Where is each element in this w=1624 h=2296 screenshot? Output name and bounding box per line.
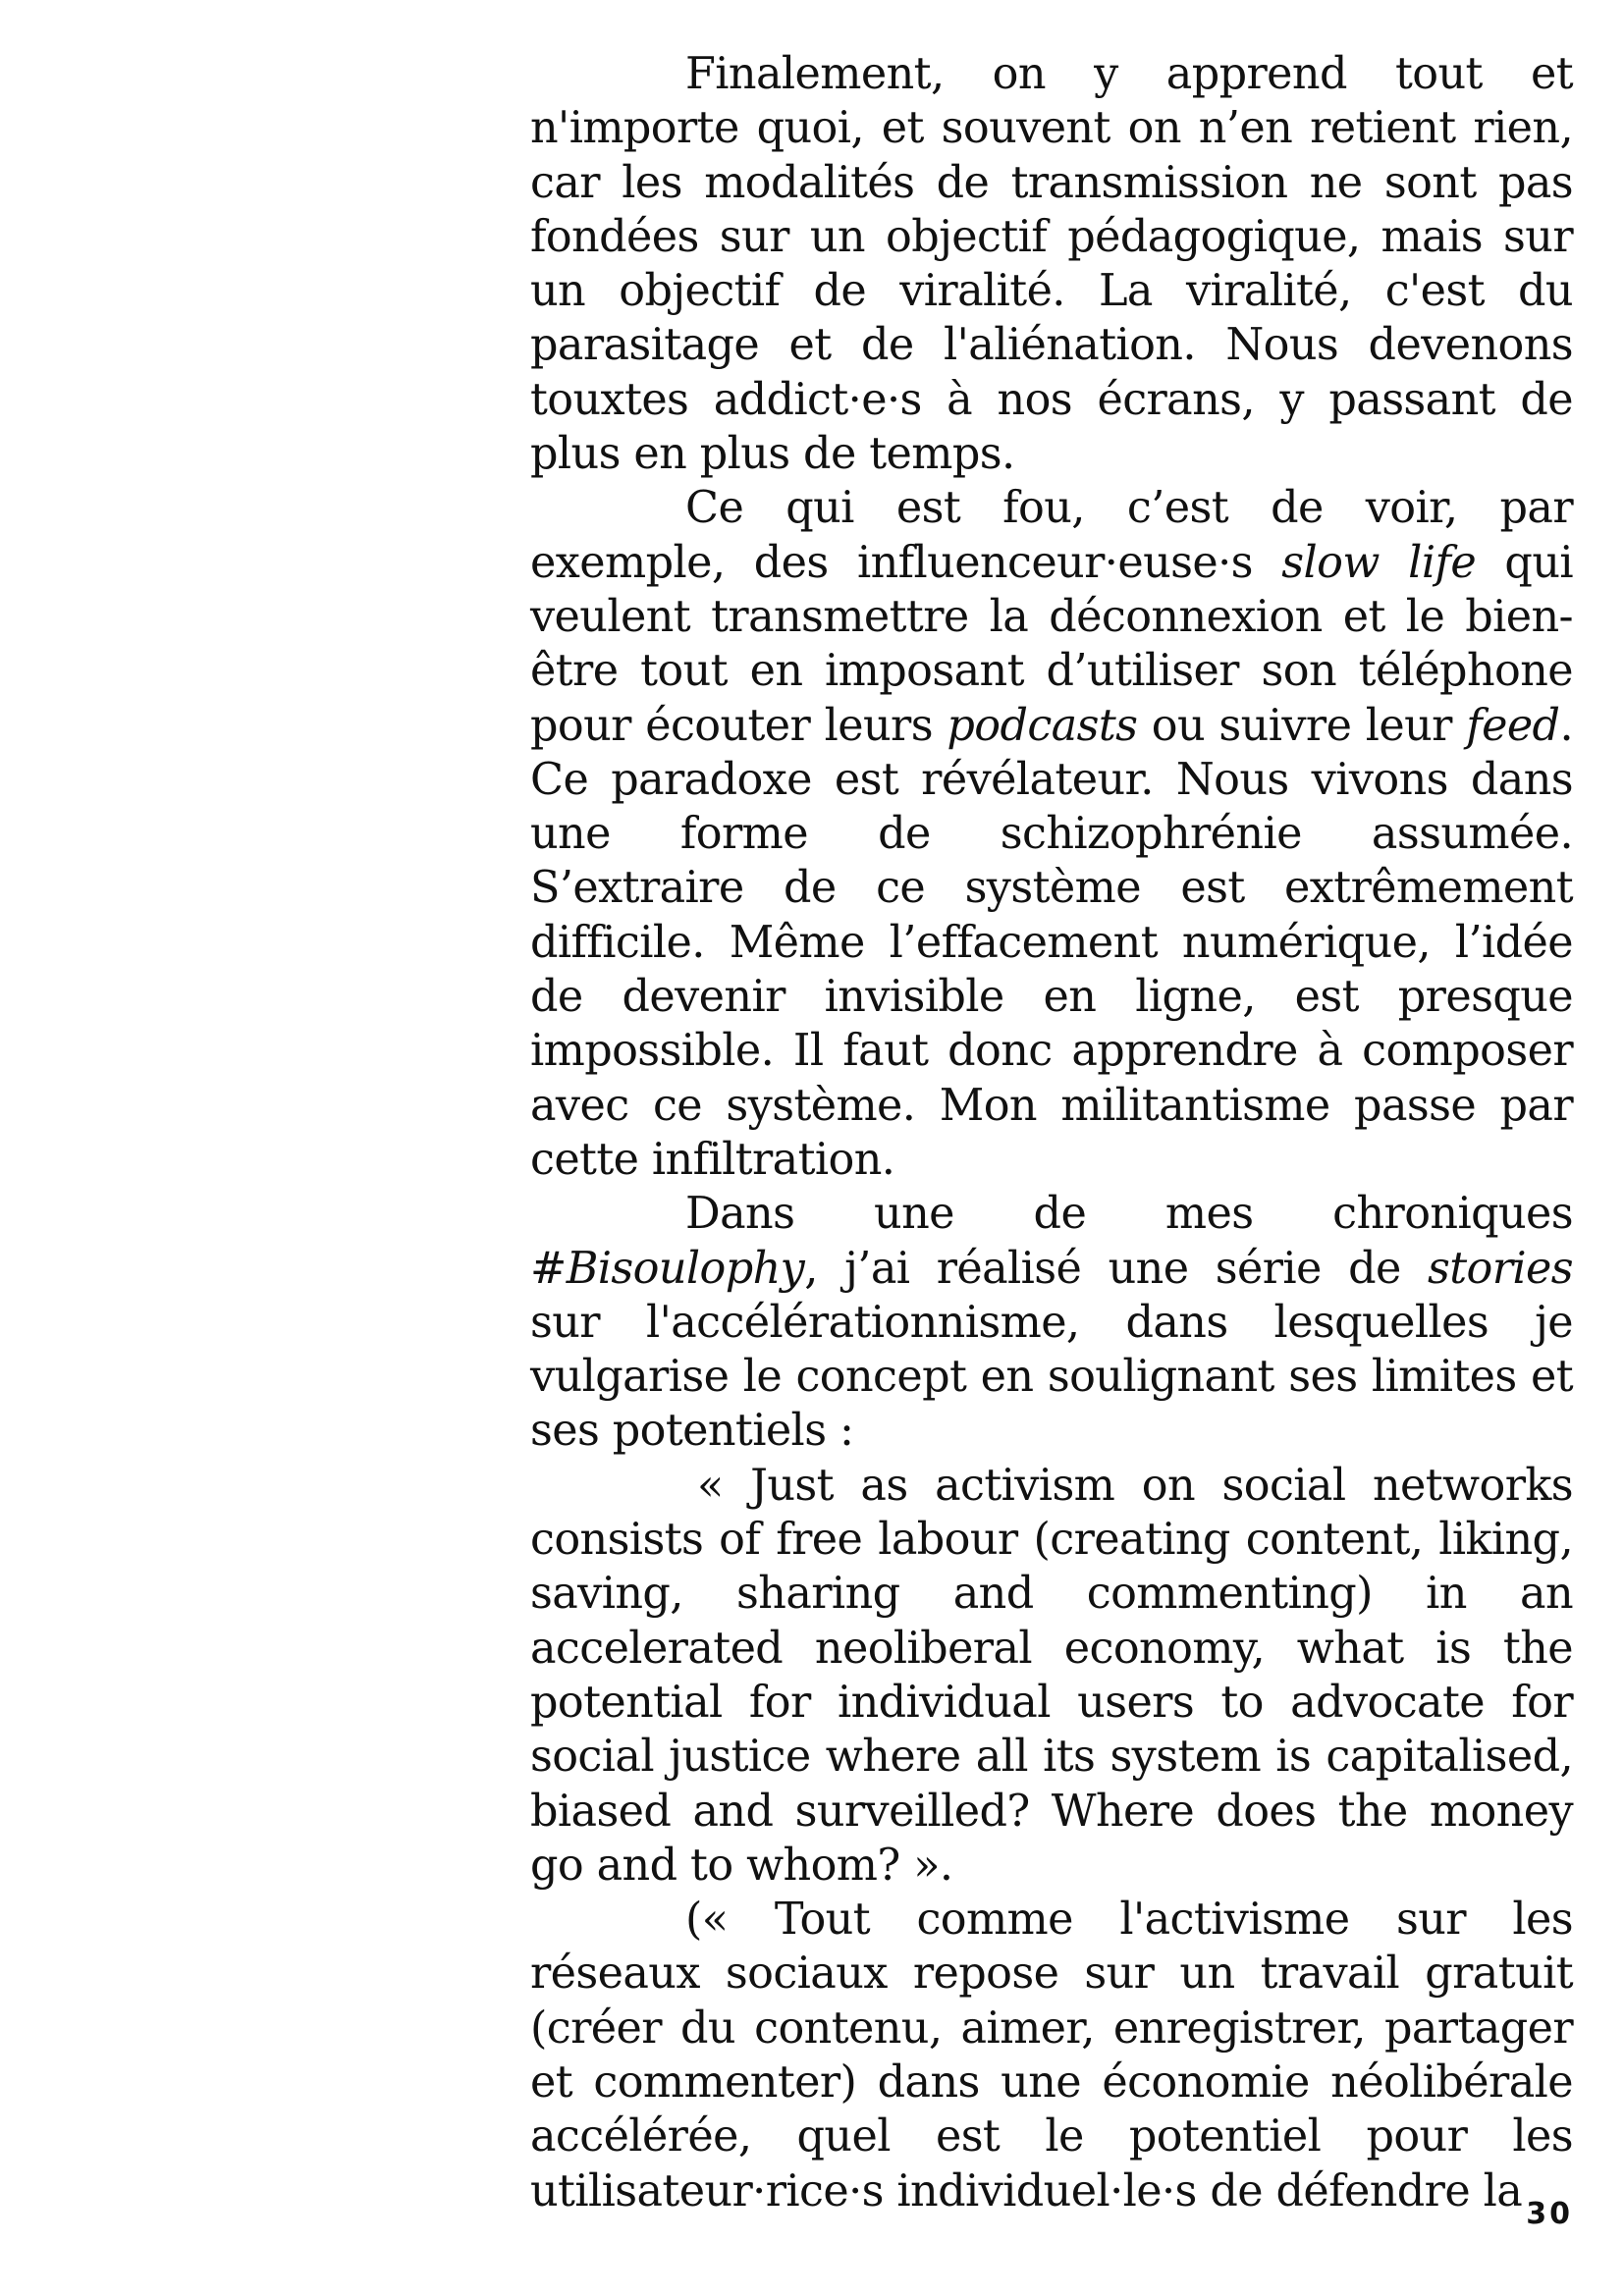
- paragraph-text: , j’ai réalisé une série de: [804, 1243, 1428, 1294]
- paragraph-french-translation: [530, 1893, 1573, 2218]
- paragraph-bisoulophy: [530, 1187, 1573, 1458]
- italic-term: slow life: [1281, 537, 1477, 588]
- paragraph-text: ou suivre leur: [1137, 700, 1467, 751]
- paragraph-text: . Ce paradoxe est révélateur. Nous vivons dans une forme de schizophrénie assumée. S’extraire de ce système est extrêmement difficile. Même l’effacement numérique, l’idée de devenir invisible en ligne, est presque impossible. Il faut donc apprendre à composer avec ce système. Mon militantisme passe par cette infiltration.: [530, 700, 1573, 1185]
- paragraph-text: qui veulent transmettre la déconnexion et le bien-être tout en imposant d’utiliser son téléphone pour écouter leurs: [530, 537, 1574, 751]
- paragraph-text: Dans une de mes chroniques #: [530, 1189, 1573, 1294]
- paragraph-text: sur l'accélérationnisme, dans lesquelles je vulgarise le concept en soulignant ses limites et ses potentiels :: [530, 1297, 1573, 1457]
- text-column: [530, 47, 1573, 2218]
- italic-term: podcasts: [947, 700, 1138, 751]
- italic-term: feed: [1466, 700, 1560, 751]
- paragraph-text: Ce qui est fou, c’est de voir, par exemple, des influenceur·euse·s: [530, 483, 1573, 588]
- italic-term: Bisoulophy: [566, 1243, 805, 1294]
- italic-term: stories: [1428, 1243, 1573, 1294]
- paragraph-english-quote: [530, 1459, 1573, 1893]
- paragraph-text: Finalement, on y apprend tout et n'importe quoi, et souvent on n’en retient rien, car les modalités de transmission ne sont pas fondées sur un objectif pédagogique, mais sur un objectif de viralité. La viralité, c'est du parasitage et de l'aliénation. Nous devenons touxtes addict·e·s à nos écrans, y passant de plus en plus de temps.: [530, 49, 1573, 480]
- quote-text: « Just as activism on social networks consists of free labour (creating content, liking, saving, sharing and commenting) in an accelerated neoliberal economy, what is the potential for individual users to advocate for social justice where all its system is capitalised, biased and surveilled? Where does the money go and to whom? ».: [530, 1460, 1573, 1891]
- page-number: 30: [1526, 2197, 1573, 2231]
- paragraph-text: (« Tout comme l'activisme sur les réseaux sociaux repose sur un travail gratuit (créer du contenu, aimer, enregistrer, partager et commenter) dans une économie néolibérale accélérée, quel est le potentiel pour les utilisateur·rice·s individuel·le·s de défendre la: [530, 1895, 1573, 2216]
- paragraph-viralite: [530, 47, 1573, 481]
- paragraph-slow-life: [530, 481, 1573, 1187]
